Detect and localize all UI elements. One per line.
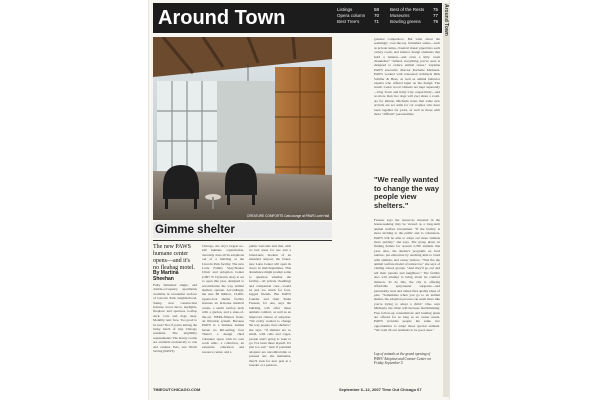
toc-item[interactable]: Best of the Rests 75 [390,7,438,12]
pull-quote: "We really wanted to change the way people view shelters." [374,175,440,210]
body-column-b: Chicago, the city's largest no-kill humane organization, currently does all its adoptions out of a building at the Lincoln Park facility. The new Lurie Family Spay/Neuter Clinic and Adoption Center (1997 N Clybourn Ave) is set to open this year, designed to revolutionize the way animal shelters operate. Accordingly, the new $8 million, 13,000-square-foot shelter facility features an in-house medical center, a sunlit rooftop deck with a garden, and a state-of-the-art, HEPA-filtered fresh-air filtration system. Because PAWS is a humane animal haven no kill-setting, four There's a design chief volunteer space with its own work ethic, a collection, an extensive education and resource center, and a [202,244,244,354]
body-column-d: greatest competitors. But what about the seemingly over-the-top furnished suites—such as private suites, classical music piped into each cattery room, and interior design elements that hold a balance—and even a kitty room chandelier? "Almost everything you've seen is designed to reduce animal stress," explains PAWS executive director Rochelle Michaels. PAWS worked with renowned architects Dirk Schiller & Hess, as well as animal behavior experts who offered input on the design. The result: Cedar wood cabinets are kept separately—Dog Town and Kitty City, respectively—and no more than two dogs will ever share a room. As for kittens, Michaels notes that some new arrivals are set aside for cat couples who have been together for years, as well as those with more "difficult" personalities. [374,37,440,116]
toc-item[interactable]: Best Tree's 71 [337,19,379,24]
shelter-interior-photo [153,37,332,220]
section-tab-label: Around Town [443,4,449,36]
body-column-c: public welcome arm that, with no bed areas for use and a brand-new, modern of an intended outpost, the brand-new Lurie Center will open its doors in mid-September. This abundance might prompt some to question whether the facility—all private dwellings and companion care—would be just too much for four-legged friends. But PAWS founder and chair Paula Fasseas, for one, says the building will offer these animals comfort, as well as an improved chance at adoption. "We really wanted to change the way people view shelters," she says. "If shelters are so small, with cells and cages, people aren't going to want to go. I've been there myself. It's just too sad." And if potential adopters are uncomfortable or pressed out, she maintains, they'll look for new pets at a breeder or a petstore. [249,244,291,367]
footer-url: TIMEOUTCHICAGO.COM [153,387,201,392]
body-column-e: Fasseas says the resources invested in the house-seeking may be viewed as a long-term animal welfare investment. "If the facility is more inviting to the public and to volunteers, PAWS will be able to adopt out more animals more quickly," she says. The group plans on finding homes for around 2,700 animals this year. Also, the shelter's programs on food nurture, pet education by teaching kids to bond with animals, and career visitors. "This fits the animal welfare model of tomorrow," she says of visiting school groups. "And they'll go out and tell their parents and neighbors." The facility also will attempt to bring about its comfort mission. To do this, the city is offering affordable spay/neuter surgeries—and personality tests and online find quality ideas of pets. "Sometimes when you go to an animal shelter, the adoption process can seem more like you're trying to adopt a child." One, says Michaels, the clinic will increase matchmaking. Free follow-up consultations and training plans are offered for as long as an owner needs. PAWS provides people the same two opportunities to adopt those special animals. "We want all our residents to be good ones." [374,218,440,333]
section-header-bar [153,3,442,33]
toc-item[interactable]: Listings 58 [337,7,379,12]
body-column-a: Fully furnished single- and double-occupancy apartments available in wonderful enclave of Lincoln Park neighborhood. Sunny, new construction features wood decor, skylights, fireplace and spacious rooftop deck. Cats and dogs okay. Monthly rent: free. Too good to be true? Not if you're among the lucky batch of tiny Chicago residents. The eligibility requirements: The luxury rooms are available exclusively to cats and canines. Pets, Are Worth Saving (PAWS) [153,283,197,354]
headline-rule [153,240,332,241]
toc-item[interactable]: Museums 77 [390,13,438,18]
photo-credit: CREATURE COMFORTS Cats lounge at PAWS Lurie Hall [246,214,329,218]
article-headline-bar [153,222,332,238]
article-deck: The new PAWS humane center opens—and it's no fleabag motel. [153,244,195,271]
photo-illustration [153,37,332,220]
toc-column-2 [390,7,438,25]
article-byline: By Martina Sheehan [153,270,179,282]
photo-caption: Lap of animals at the grand opening of PAWS' Adoption and Cramer Center on Friday September 5. [374,352,431,366]
toc-column-1 [337,7,379,25]
toc-item[interactable]: Bowling greens 79 [390,19,438,24]
magazine-page [149,0,449,400]
footer-folio: September 6–12, 2007 Time Out Chicago 67 [339,387,422,392]
article-headline: Gimme shelter [155,224,235,236]
toc-item[interactable]: Opera column 70 [337,13,379,18]
section-title: Around Town [158,7,286,29]
